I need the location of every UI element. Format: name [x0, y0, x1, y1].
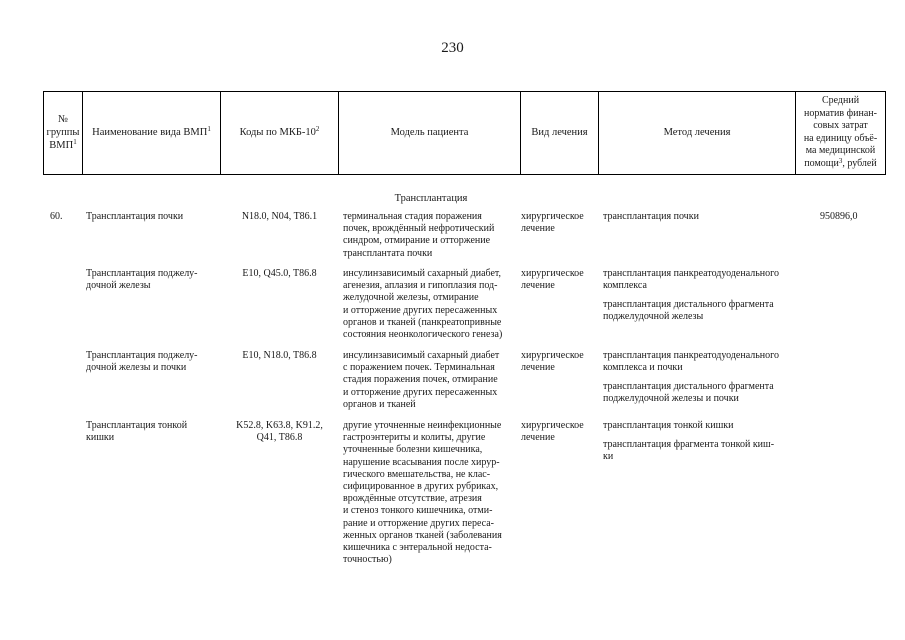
row-method: трансплантация дистального фрагмента поджелудочной железы: [603, 299, 774, 323]
header-method: [599, 91, 795, 174]
header-codes-text: Коды по МКБ-10: [239, 127, 316, 138]
row-type: хирургическое лечение: [521, 420, 584, 444]
header-type-text: Вид лечения: [531, 127, 588, 138]
row-method: трансплантация дистального фрагмента поджелудочной железы и почки: [603, 381, 774, 405]
header-group-text: № группы ВМП: [46, 114, 80, 151]
header-bottom-border: [43, 174, 886, 175]
row-model: другие уточненные неинфекционные гастроэнтериты и колиты, другие уточненные болезни кишечника, нарушение всасывания после хирур- гического вмешательства, не клас- сифицированное в других рубриках, врождённые отсутствие, атрезия и стеноз тонкого кишечника, отми- рание и отторжение других переса- женных органов тканей (заболевания кишечника с энтеральной недоста- точностью): [343, 420, 502, 566]
col-border: [885, 91, 886, 174]
row-codes: K52.8, K63.8, K91.2, Q41, T86.8: [236, 420, 323, 444]
row-method: трансплантация почки: [603, 211, 699, 222]
footnote-mark: 3: [838, 156, 843, 165]
header-cost-suffix: , рублей: [842, 157, 877, 169]
header-type: [521, 91, 598, 174]
header-cost: [796, 91, 885, 174]
row-name: Трансплантация поджелу- дочной железы и почки: [86, 350, 198, 374]
row-type: хирургическое лечение: [521, 211, 584, 235]
header-name-text: Наименование вида ВМП: [92, 127, 208, 138]
footnote-mark: 2: [315, 125, 320, 133]
header-method-text: Метод лечения: [663, 127, 731, 138]
header-cost-text: Средний норматив финан- совых затрат на единицу объё- ма медицинской помощи: [803, 95, 878, 169]
row-method: трансплантация тонкой кишки: [603, 420, 734, 431]
row-type: хирургическое лечение: [521, 268, 584, 292]
header-codes: [221, 91, 338, 174]
row-model: инсулинзависимый сахарный диабет с поражением почек. Терминальная стадия поражения почек, отмирание и отторжение других пересаженных органов и тканей: [343, 350, 500, 410]
footnote-mark: 1: [207, 125, 211, 133]
row-codes: E10, N18.0, T86.8: [242, 350, 317, 361]
row-name: Трансплантация поджелу- дочной железы: [86, 268, 198, 292]
header-name: [83, 91, 220, 174]
section-title: Трансплантация: [394, 193, 468, 204]
row-model: инсулинзависимый сахарный диабет, агенезия, аплазия и гипоплазия под- желудочной железы, отмирание и отторжение других пересаженных органов и тканей (панкреатопривные состояния неонкологического генеза): [343, 268, 503, 341]
footnote-mark: 1: [73, 138, 77, 146]
row-group-number: 60.: [50, 211, 63, 222]
row-name: Трансплантация почки: [86, 211, 184, 222]
header-model: [339, 91, 520, 174]
page-number: 230: [441, 40, 464, 56]
row-type: хирургическое лечение: [521, 350, 584, 374]
row-method: трансплантация фрагмента тонкой киш- ки: [603, 439, 775, 463]
row-cost: 950896,0: [820, 211, 858, 222]
row-codes: E10, Q45.0, T86.8: [242, 268, 317, 279]
row-method: трансплантация панкреатодуоденального комплекса: [603, 268, 779, 292]
row-model: терминальная стадия поражения почек, врождённый нефротический синдром, отмирание и отторжение трансплантата почки: [343, 211, 495, 259]
row-method: трансплантация панкреатодуоденального комплекса и почки: [603, 350, 779, 374]
row-name: Трансплантация тонкой кишки: [86, 420, 188, 444]
row-codes: N18.0, N04, T86.1: [241, 211, 318, 222]
header-model-text: Модель пациента: [390, 127, 469, 138]
header-group: [44, 91, 82, 174]
